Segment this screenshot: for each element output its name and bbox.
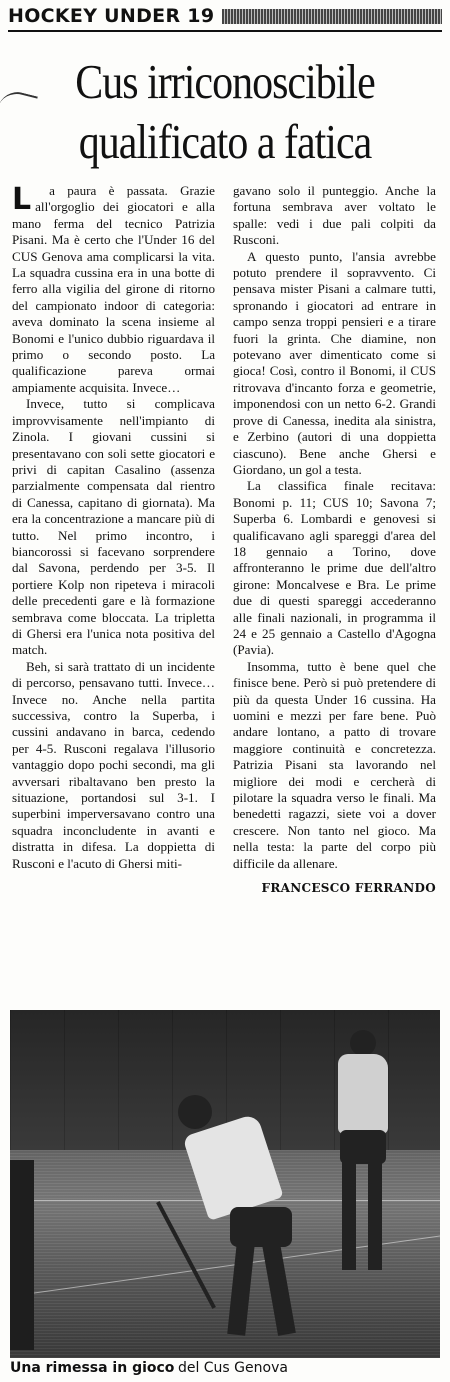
- article-paragraph: Beh, si sarà trattato di un incidente di percorso, pensavano tutti. Invece… Invece no. Anche nella partita successiva, contro la Superba, i cussini andavano in barca, cedendo per 4-5. Rusconi regalava l'illusorio vantaggio dopo pochi secondi, ma gli avversari ribaltavano ben presto la situazione, portandosi sul 3-1. I superbini imperversavano contro una squadra inconcludente in avanti e distratta in difesa. La doppietta di Rusconi e l'acuto di Ghersi miti-: [12, 658, 215, 871]
- article-paragraph: gavano solo il punteggio. Anche la fortuna sembrava aver voltato le spalle: vedi i due pali colpiti da Rusconi.: [233, 183, 436, 248]
- headline-line-1: Cus irriconoscibile: [75, 56, 375, 110]
- photo-caption: [10, 1360, 440, 1377]
- headline-line-2: qualificato a fatica: [78, 116, 372, 170]
- section-rubric: [8, 4, 442, 28]
- article-paragraph: A questo punto, l'ansia avrebbe potuto prendere il sopravvento. Ci pensava mister Pisani a calmare tutti, spronando i giocatori ad entrare in campo senza troppi pensieri e a tirare fuori la grinta. Che diamine, non potevano aver dimenticato come si gioca! Così, contro il Bonomi, il CUS ritrovava d'incanto forza e geometrie, imponendosi con un netto 6-2. Grandi prove di Canessa, inedita ala sinistra, e Zerbino (autori di una doppietta ciascuno). Bene anche Ghersi e Giordano, un gol a testa.: [233, 248, 436, 477]
- article-paragraph: La classifica finale recitava: Bonomi p. 11; CUS 10; Savona 7; Superba 6. Lombardi e genovesi si qualificavano agli spareggi d'area del 18 gennaio a Torino, dove affronteranno le prime due dell'altro girone: Moncalvese e Bra. Le prime due di questi spareggi accederanno alle finali nazionali, in programma il 24 e 25 gennaio a Castello d'Agogna (Pavia).: [233, 478, 436, 658]
- rubric-title: HOCKEY UNDER 19: [8, 5, 215, 27]
- article-paragraph: L a paura è passata. Grazie all'orgoglio dei giocatori e alla mano ferma del tecnico Patrizia Pisani. Ma è certo che l'Under 16 del CUS Genova ama complicarsi la vita. La squadra cussina era in una botte di ferro alla vigilia del girone di ritorno del campionato indoor di categoria: aveva dominato la scena insieme al Bonomi e l'unico dubbio riguardava il primo o secondo posto. La qualificazione pareva ormai ampiamente acquisita. Invece…: [12, 183, 215, 396]
- author-byline: FRANCESCO FERRANDO: [261, 881, 436, 896]
- player-left: [10, 1160, 40, 1350]
- caption-bold: Una rimessa in gioco: [10, 1360, 175, 1376]
- caption-normal: del Cus Genova: [177, 1360, 288, 1376]
- player-front: [170, 1095, 320, 1345]
- article-paragraph: Insomma, tutto è bene quel che finisce bene. Però si può pretendere di più da questa Under 16 cussina. Ha uomini e mezzi per fare bene. Può andare lontano, a patto di trovare maggiore continuità e concretezza. Patrizia Pisani sta lavorando nel migliore dei modi e cercherà di pilotare la squadra verso le finali. Ma benedetti ragazzi, siete voi a dover crescere. Non tanto nel gioco. Ma nella testa: la parte del corpo più difficile da allenare.: [233, 658, 436, 871]
- top-rule: [8, 30, 442, 32]
- article-paragraph: Invece, tutto si complicava improvvisamente nell'impianto di Zinola. I giovani cussini si presentavano con soli sette giocatori e privi di capitan Casalino (assenza parzialmente compensata dal rientro di Canessa, capitano di giornata). Ma era la concentrazione a mancare più di tutto. Nel primo incontro, i biancorossi si facevano sorprendere dal Savona, perdendo per 3-5. Il portiere Kolp non ripeteva i miracoli delle precedenti gare e là formazione sembrava come bloccata. La tripletta di Ghersi era l'unica nota positiva del match.: [12, 396, 215, 658]
- drop-cap: L: [12, 182, 32, 217]
- hockey-photo: [10, 1010, 440, 1358]
- article-column-left: [12, 183, 215, 872]
- rubric-bar-decoration: [222, 9, 442, 24]
- player-back: [328, 1030, 398, 1280]
- article-column-right: [233, 183, 436, 896]
